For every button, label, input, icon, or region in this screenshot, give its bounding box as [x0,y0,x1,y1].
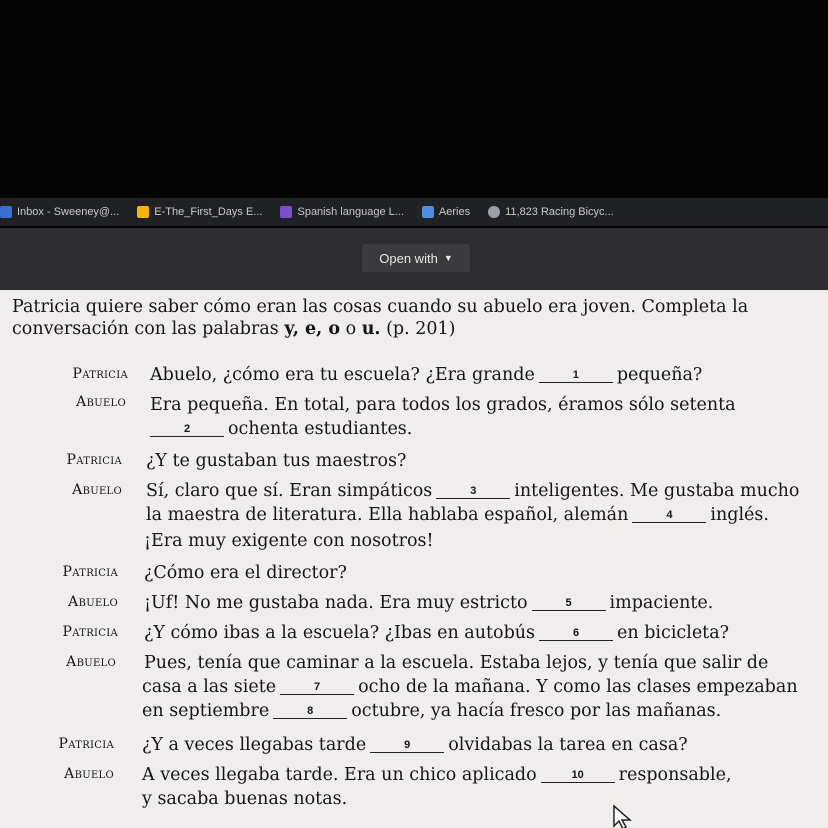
speaker-label: Abuelo [68,594,118,610]
dialogue-line: la maestra de literatura. Ella hablaba español, alemán 4 inglés. [146,505,769,525]
speaker-label: Patricia [66,452,122,468]
slides-icon [137,206,149,218]
dialogue-line: y sacaba buenas notas. [142,789,348,809]
speaker-label: Patricia [62,624,118,640]
speaker-label: Abuelo [76,394,126,410]
dialogue-line: Era pequeña. En total, para todos los grados, éramos sólo setenta [150,395,736,415]
aeries-icon [422,206,434,218]
dialogue-line: Abuelo, ¿cómo era tu escuela? ¿Era grande 1 pequeña? [150,365,703,385]
dialogue-line: en septiembre 8 octubre, ya hacía fresco por las mañanas. [142,701,722,721]
bookmark-racing-bicycle[interactable]: 11,823 Racing Bicyc... [488,206,614,218]
answer-blank: 7 [280,681,354,695]
answer-blank: 4 [632,509,706,523]
dialogue-line: A veces llegaba tarde. Era un chico aplicado 10 responsable, [142,765,732,785]
speaker-label: Patricia [72,366,128,382]
dialogue-line: ¿Y a veces llegabas tarde 9 olvidabas la tarea en casa? [142,735,688,755]
globe-icon [488,206,500,218]
bookmark-aeries[interactable]: Aeries [422,206,470,218]
speaker-label: Patricia [62,564,118,580]
document-page [0,290,828,828]
dialogue-line: ¡Uf! No me gustaba nada. Era muy estricto 5 impaciente. [144,593,714,613]
speaker-label: Abuelo [64,766,114,782]
dialogue-line: 2 ochenta estudiantes. [146,418,412,440]
viewer-toolbar [0,228,828,290]
answer-blank: 10 [541,769,615,783]
dialogue-line: Pues, tenía que caminar a la escuela. Estaba lejos, y tenía que salir de [144,653,769,673]
bookmark-spanish[interactable]: Spanish language L... [280,206,403,218]
answer-blank: 6 [539,627,613,641]
answer-blank: 2 [150,423,224,437]
bookmark-inbox[interactable]: Inbox - Sweeney@... [0,206,119,218]
dialogue-line: Sí, claro que sí. Eran simpáticos 3 inteligentes. Me gustaba mucho [146,481,800,501]
answer-blank: 8 [273,705,347,719]
open-with-button[interactable]: Open with ▼ [362,244,470,272]
mail-icon [0,206,12,218]
exercise-instructions: Patricia quiere saber cómo eran las cosas cuando su abuelo era joven. Completa la conversación con las palabras y, e, o o u. (p. 201) [12,297,749,339]
chevron-down-icon: ▼ [443,253,453,263]
speaker-label: Patricia [58,736,114,752]
dialogue-line: casa a las siete 7 ocho de la mañana. Y como las clases empezaban [142,677,798,697]
dialogue-line: ¿Y cómo ibas a la escuela? ¿Ibas en autobús 6 en bicicleta? [144,623,730,643]
answer-blank: 5 [532,597,606,611]
bookmark-first-days[interactable]: E-The_First_Days E... [137,206,262,218]
mouse-pointer-icon [612,804,636,828]
dialogue-line: ¿Y te gustaban tus maestros? [146,451,407,471]
answer-blank: 9 [370,739,444,753]
dialogue-line: ¿Cómo era el director? [144,563,347,583]
answer-blank: 3 [436,485,510,499]
site-icon [280,206,292,218]
speaker-label: Abuelo [72,482,122,498]
bookmarks-bar [0,198,828,226]
speaker-label: Abuelo [66,654,116,670]
answer-blank: 1 [539,369,613,383]
dialogue-line: ¡Era muy exigente con nosotros! [144,531,434,551]
